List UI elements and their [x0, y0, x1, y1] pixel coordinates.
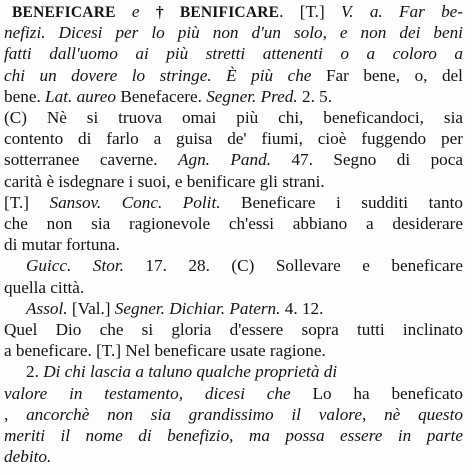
entry-text-segment: valore in testamento, dicesi che	[4, 383, 313, 403]
entry-line	[0, 256, 471, 277]
entry-line	[0, 23, 471, 44]
entry-text-segment: Benefacere.	[120, 86, 207, 106]
entry-text-segment: e	[115, 2, 156, 21]
entry-text-segment: 2. 5.	[301, 86, 333, 106]
entry-line	[0, 299, 471, 320]
entry-text-segment: di mutar fortuna.	[4, 235, 120, 255]
entry-text-segment: [Val.]	[71, 298, 115, 318]
entry-line	[0, 426, 471, 447]
entry-line	[0, 2, 471, 23]
entry-text-segment: Far bene, o, del	[325, 65, 463, 85]
entry-text-segment: Guicc. Stor.	[26, 256, 146, 276]
entry-text-segment: . [T.]	[279, 2, 341, 21]
entry-text-segment: V. a. Far be-	[340, 2, 464, 21]
entry-text-segment: nefizi. Dicesi per lo più non d'un solo, e non dei beni	[4, 23, 463, 43]
entry-text-segment: Assol.	[26, 298, 72, 318]
entry-text-segment: Lat. aureo	[45, 86, 121, 106]
entry-line	[0, 87, 471, 108]
entry-text-segment: † BENIFICARE	[155, 4, 280, 21]
entry-text-segment: contento di farlo a guisa de' fiumi, cioè fuggendo per	[4, 129, 463, 149]
entry-line	[0, 341, 471, 362]
entry-line	[0, 384, 471, 405]
entry-text-segment: sotterranee caverne.	[4, 150, 178, 170]
entry-text-segment: bene.	[4, 86, 46, 106]
entry-text-segment: Agn. Pand.	[178, 150, 292, 170]
entry-text-segment: Beneficare i sudditi tanto	[241, 192, 463, 212]
entry-line	[0, 362, 471, 383]
entry-text-segment: che non sia ragionevole ch'essi abbiano a desiderare	[4, 214, 463, 233]
entry-text-segment: meriti il nome di benefizio, ma possa essere in parte	[4, 426, 463, 445]
entry-text-segment: carità è isdegnare i suoi, e benificare gli strani.	[4, 171, 325, 191]
entry-text-segment: Quel Dio che si gloria d'essere sopra tutti inclinato	[4, 320, 463, 339]
entry-text-segment: 17. 28. (C) Sollevare e beneficare	[145, 256, 463, 276]
entry-text-segment: chi un dovere lo stringe. È più che	[4, 65, 326, 85]
entry-text-segment: Segner. Dichiar. Patern.	[114, 298, 285, 318]
entry-line	[0, 405, 471, 426]
entry-text-segment: 47. Segno di poca	[291, 150, 464, 170]
entry-text-segment: (C) Nè si truova omai più chi, beneficandoci, sia	[4, 108, 463, 127]
entry-text-segment: a beneficare. [T.] Nel beneficare usate ragione.	[4, 341, 326, 361]
entry-line	[0, 193, 471, 214]
entry-text-segment: 2.	[26, 362, 44, 382]
entry-line	[0, 214, 471, 235]
entry-text-segment: Segner. Pred.	[206, 86, 302, 106]
entry-line	[0, 44, 471, 65]
entry-line	[0, 129, 471, 150]
entry-line	[0, 172, 471, 193]
entry-text-segment: fatti dall'uomo ai più stretti attenenti o a coloro a	[4, 44, 464, 64]
entry-line	[0, 447, 471, 468]
entry-text-segment: BENEFICARE	[12, 4, 116, 21]
entry-text-segment: Sansov. Conc. Polit.	[49, 192, 242, 212]
entry-line	[0, 150, 471, 171]
entry-line	[0, 66, 471, 87]
entry-line	[0, 235, 471, 256]
entry-text-segment: 4. 12.	[284, 298, 324, 318]
entry-text-segment: quella città.	[4, 277, 85, 297]
entry-text-segment: [T.]	[4, 192, 50, 212]
entry-line	[0, 108, 471, 129]
entry-text-segment: , ancorchè non sia grandissimo il valore, nè questo	[4, 404, 463, 424]
entry-line	[0, 320, 471, 341]
entry-text-segment: Lo ha beneficato	[312, 383, 464, 403]
entry-line	[0, 278, 471, 299]
entry-text-segment: Di chi lascia a taluno qualche proprietà di	[43, 362, 338, 382]
entry-text-segment: debito.	[4, 447, 52, 467]
